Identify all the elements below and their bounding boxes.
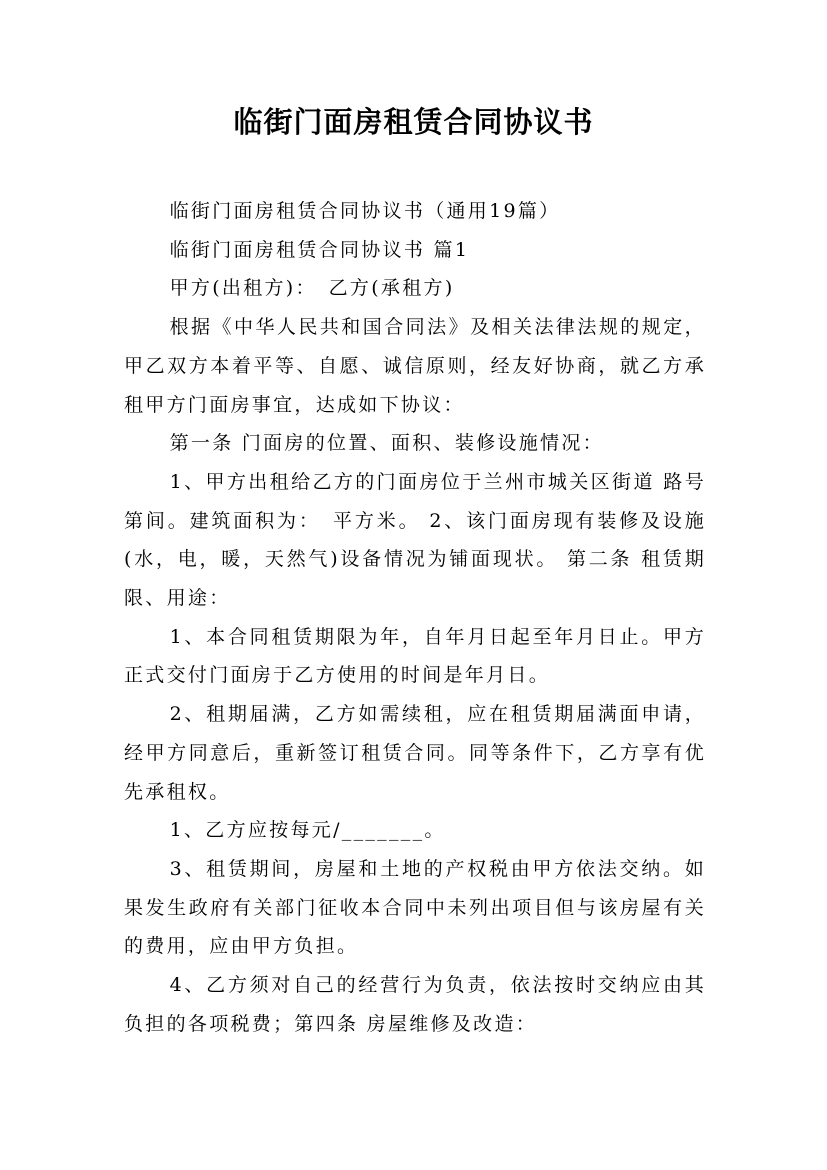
paragraph-preamble: 根据《中华人民共和国合同法》及相关法律法规的规定，甲乙双方本着平等、自愿、诚信原则，经友好协商，就乙方承租甲方门面房事宜，达成如下协议： <box>124 316 706 416</box>
paragraph-section-heading: 临街门面房租赁合同协议书 篇1 <box>169 238 470 261</box>
paragraph-subtitle: 临街门面房租赁合同协议书（通用19篇） <box>169 200 561 222</box>
paragraph-parties: 甲方(出租方)： 乙方(承租方) <box>169 277 455 300</box>
document-title: 临街门面房租赁合同协议书 <box>233 105 594 139</box>
paragraph-clause: 3、租赁期间，房屋和土地的产权税由甲方依法交纳。如果发生政府有关部门征收本合同中未列出项目但与该房屋有关的费用，应由甲方负担。 <box>124 857 706 958</box>
paragraph-clause: 2、租期届满，乙方如需续租，应在租赁期届满面申请，经甲方同意后，重新签订租赁合同。同等条件下，乙方享有优先承租权。 <box>124 703 706 803</box>
paragraph-article-1: 第一条 门面房的位置、面积、装修设施情况： <box>169 432 604 455</box>
paragraph-clause: 1、甲方出租给乙方的门面房位于兰州市城关区街道 路号第间。建筑面积为： 平方米。 2、该门面房现有装修及设施(水，电，暖，天然气)设备情况为铺面现状。 第二条 租赁期限、用途： <box>124 470 706 610</box>
paragraph-clause: 1、本合同租赁期限为年，自年月日起至年月日止。甲方正式交付门面房于乙方使用的时间是年月日。 <box>124 625 706 687</box>
paragraph-clause: 1、乙方应按每元/_______。 <box>169 819 446 842</box>
paragraph-clause: 4、乙方须对自己的经营行为负责，依法按时交纳应由其负担的各项税费；第四条 房屋维修及改造： <box>124 974 706 1035</box>
document-body <box>124 192 706 1043</box>
